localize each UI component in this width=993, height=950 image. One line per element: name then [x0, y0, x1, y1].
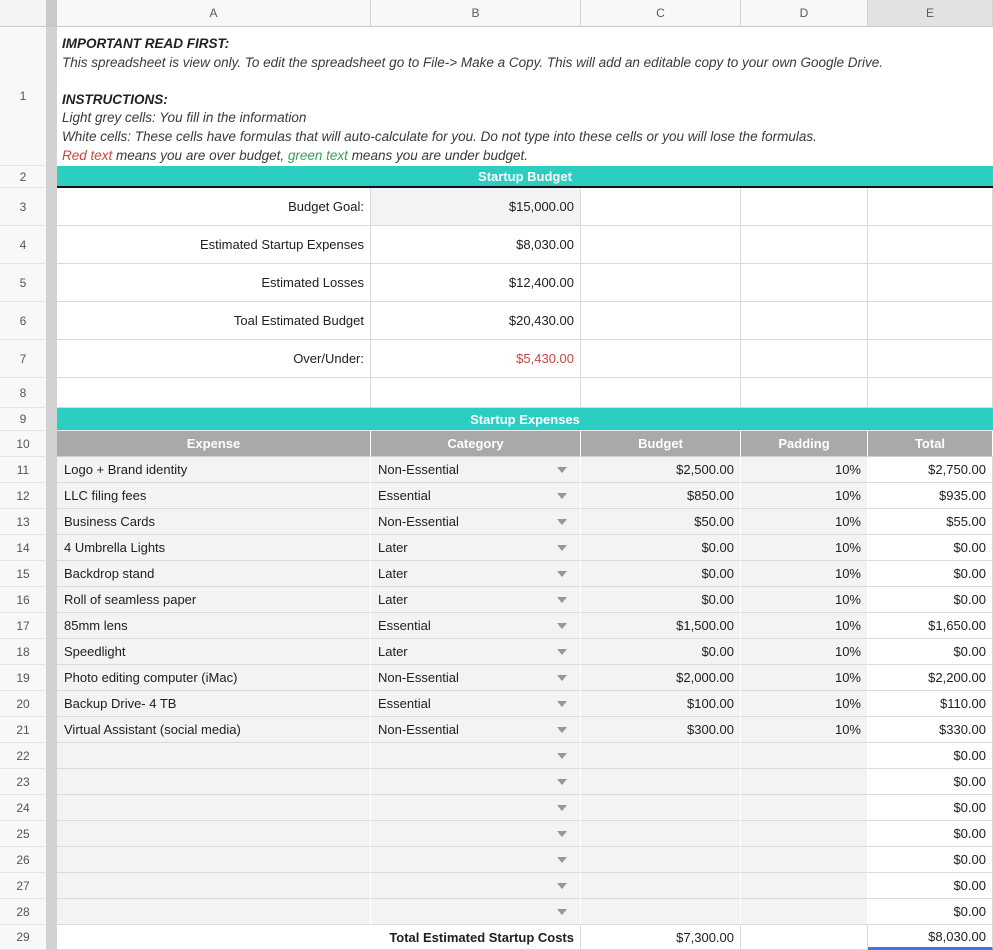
cell-b5-losses-value[interactable]: $12,400.00 [371, 264, 581, 302]
dropdown-arrow-icon[interactable] [557, 883, 567, 889]
dropdown-arrow-icon[interactable] [557, 493, 567, 499]
cell-d11-padding[interactable]: 10% [741, 457, 868, 483]
cell-b21-category[interactable] [371, 717, 581, 743]
row-header-4[interactable]: 4 [0, 226, 46, 264]
cell-e13-total[interactable]: $55.00 [868, 509, 993, 535]
cell-e26-total[interactable]: $0.00 [868, 847, 993, 873]
cell-c6[interactable] [581, 302, 741, 340]
cell-c21-budget[interactable]: $300.00 [581, 717, 741, 743]
column-header-c[interactable]: C [581, 0, 741, 27]
cell-d19-padding[interactable]: 10% [741, 665, 868, 691]
cell-a19-expense[interactable]: Photo editing computer (iMac) [57, 665, 371, 691]
cell-a4-expenses-label[interactable]: Estimated Startup Expenses [57, 226, 371, 264]
cell-d3[interactable] [741, 188, 868, 226]
budget-color-note [62, 147, 993, 166]
green-text-label: green text [287, 147, 348, 163]
cell-b17-category[interactable] [371, 613, 581, 639]
cell-d6[interactable] [741, 302, 868, 340]
dropdown-arrow-icon[interactable] [557, 805, 567, 811]
cell-b8[interactable] [371, 378, 581, 408]
cell-b26-category[interactable] [371, 847, 581, 873]
cell-a20-expense[interactable]: Backup Drive- 4 TB [57, 691, 371, 717]
cell-a23-expense[interactable] [57, 769, 371, 795]
cell-b16-category[interactable] [371, 587, 581, 613]
row-header-9[interactable]: 9 [0, 408, 46, 431]
cell-e18-total[interactable]: $0.00 [868, 639, 993, 665]
cell-b29-total-label[interactable]: Total Estimated Startup Costs [57, 925, 581, 950]
row-header-7[interactable]: 7 [0, 340, 46, 378]
cell-a27-expense[interactable] [57, 873, 371, 899]
cell-c26-budget[interactable] [581, 847, 741, 873]
dropdown-arrow-icon[interactable] [557, 467, 567, 473]
cell-c27-budget[interactable] [581, 873, 741, 899]
category-value: Non-Essential [378, 722, 459, 737]
cell-a14-expense[interactable]: 4 Umbrella Lights [57, 535, 371, 561]
select-all-corner[interactable] [0, 0, 46, 27]
cell-d24-padding[interactable] [741, 795, 868, 821]
cell-b7-over-under-value[interactable]: $5,430.00 [371, 340, 581, 378]
row-header-29[interactable]: 29 [0, 925, 46, 950]
cell-d4[interactable] [741, 226, 868, 264]
cell-c3[interactable] [581, 188, 741, 226]
dropdown-arrow-icon[interactable] [557, 545, 567, 551]
row-header-20[interactable]: 20 [0, 691, 46, 717]
cell-a7-over-under-label[interactable]: Over/Under: [57, 340, 371, 378]
row-header-10[interactable]: 10 [0, 431, 46, 457]
header-budget[interactable]: Budget [581, 431, 741, 457]
cell-c28-budget[interactable] [581, 899, 741, 925]
cell-d16-padding[interactable]: 10% [741, 587, 868, 613]
cell-a3-budget-goal-label[interactable]: Budget Goal: [57, 188, 371, 226]
cell-c19-budget[interactable]: $2,000.00 [581, 665, 741, 691]
cell-d17-padding[interactable]: 10% [741, 613, 868, 639]
row-header-5[interactable]: 5 [0, 264, 46, 302]
startup-expenses-banner[interactable]: Startup Expenses [57, 408, 993, 431]
cell-e23-total[interactable]: $0.00 [868, 769, 993, 795]
cell-b25-category[interactable] [371, 821, 581, 847]
category-value: Later [378, 540, 408, 555]
category-value: Essential [378, 488, 431, 503]
cell-d8[interactable] [741, 378, 868, 408]
cell-e12-total[interactable]: $935.00 [868, 483, 993, 509]
cell-a13-expense[interactable]: Business Cards [57, 509, 371, 535]
cell-d25-padding[interactable] [741, 821, 868, 847]
dropdown-arrow-icon[interactable] [557, 623, 567, 629]
cell-d23-padding[interactable] [741, 769, 868, 795]
cell-a26-expense[interactable] [57, 847, 371, 873]
important-heading: IMPORTANT READ FIRST: [62, 36, 230, 51]
dropdown-arrow-icon[interactable] [557, 597, 567, 603]
row-header-gutter [0, 27, 46, 950]
cell-c7[interactable] [581, 340, 741, 378]
cell-a8[interactable] [57, 378, 371, 408]
cell-a24-expense[interactable] [57, 795, 371, 821]
cell-b4-expenses-value[interactable]: $8,030.00 [371, 226, 581, 264]
cell-b13-category[interactable] [371, 509, 581, 535]
row-header-21[interactable]: 21 [0, 717, 46, 743]
cell-b27-category[interactable] [371, 873, 581, 899]
cell-c20-budget[interactable]: $100.00 [581, 691, 741, 717]
row-header-25[interactable]: 25 [0, 821, 46, 847]
cell-d28-padding[interactable] [741, 899, 868, 925]
cell-d14-padding[interactable]: 10% [741, 535, 868, 561]
cell-e16-total[interactable]: $0.00 [868, 587, 993, 613]
green-text-note: means you are under budget. [347, 147, 529, 163]
red-text-note: means you are over budget, [112, 147, 288, 163]
cell-d21-padding[interactable]: 10% [741, 717, 868, 743]
cell-e6[interactable] [868, 302, 993, 340]
instructions-heading: INSTRUCTIONS: [62, 91, 168, 107]
dropdown-arrow-icon[interactable] [557, 831, 567, 837]
row-header-3[interactable]: 3 [0, 188, 46, 226]
white-cells-note: White cells: These cells have formulas that will auto-calculate for you. Do not type into these cells or you will lose the formulas. [62, 128, 817, 144]
column-header-a[interactable]: A [57, 0, 371, 27]
dropdown-arrow-icon[interactable] [557, 701, 567, 707]
cell-e27-total[interactable]: $0.00 [868, 873, 993, 899]
row-header-28[interactable]: 28 [0, 899, 46, 925]
row-header-2[interactable]: 2 [0, 166, 46, 188]
row-header-13[interactable]: 13 [0, 509, 46, 535]
cell-b28-category[interactable] [371, 899, 581, 925]
cell-a25-expense[interactable] [57, 821, 371, 847]
column-header-b[interactable]: B [371, 0, 581, 27]
cell-a16-expense[interactable]: Roll of seamless paper [57, 587, 371, 613]
cell-d12-padding[interactable]: 10% [741, 483, 868, 509]
cell-e15-total[interactable]: $0.00 [868, 561, 993, 587]
cell-b11-category[interactable] [371, 457, 581, 483]
header-total[interactable]: Total [868, 431, 993, 457]
cell-e24-total[interactable]: $0.00 [868, 795, 993, 821]
cell-d22-padding[interactable] [741, 743, 868, 769]
column-header-row [0, 0, 993, 27]
cell-e20-total[interactable]: $110.00 [868, 691, 993, 717]
cell-c4[interactable] [581, 226, 741, 264]
cell-a12-expense[interactable]: LLC filing fees [57, 483, 371, 509]
cell-b18-category[interactable] [371, 639, 581, 665]
cell-e5[interactable] [868, 264, 993, 302]
category-value: Non-Essential [378, 670, 459, 685]
row-header-12[interactable]: 12 [0, 483, 46, 509]
row-header-19[interactable]: 19 [0, 665, 46, 691]
dropdown-arrow-icon[interactable] [557, 649, 567, 655]
cell-b3-budget-goal-value[interactable]: $15,000.00 [371, 188, 581, 226]
cell-a22-expense[interactable] [57, 743, 371, 769]
grey-cells-note: Light grey cells: You fill in the information [62, 110, 307, 126]
cell-c15-budget[interactable]: $0.00 [581, 561, 741, 587]
cell-c17-budget[interactable]: $1,500.00 [581, 613, 741, 639]
cell-a1-instructions[interactable] [57, 27, 993, 166]
category-value: Essential [378, 696, 431, 711]
cell-d13-padding[interactable]: 10% [741, 509, 868, 535]
row-header-11[interactable]: 11 [0, 457, 46, 483]
row-header-23[interactable]: 23 [0, 769, 46, 795]
cell-c13-budget[interactable]: $50.00 [581, 509, 741, 535]
dropdown-arrow-icon[interactable] [557, 727, 567, 733]
dropdown-arrow-icon[interactable] [557, 571, 567, 577]
cell-e21-total[interactable]: $330.00 [868, 717, 993, 743]
dropdown-arrow-icon[interactable] [557, 753, 567, 759]
row-header-26[interactable]: 26 [0, 847, 46, 873]
header-expense[interactable]: Expense [57, 431, 371, 457]
cell-c29-total-budget[interactable]: $7,300.00 [581, 925, 741, 950]
cell-c24-budget[interactable] [581, 795, 741, 821]
cell-a28-expense[interactable] [57, 899, 371, 925]
category-value: Non-Essential [378, 514, 459, 529]
cell-d29[interactable] [741, 925, 868, 950]
cell-a17-expense[interactable]: 85mm lens [57, 613, 371, 639]
cell-d26-padding[interactable] [741, 847, 868, 873]
category-value: Later [378, 566, 408, 581]
cell-c23-budget[interactable] [581, 769, 741, 795]
cell-c12-budget[interactable]: $850.00 [581, 483, 741, 509]
row-header-18[interactable]: 18 [0, 639, 46, 665]
cell-a5-losses-label[interactable]: Estimated Losses [57, 264, 371, 302]
row-header-17[interactable]: 17 [0, 613, 46, 639]
row-header-22[interactable]: 22 [0, 743, 46, 769]
dropdown-arrow-icon[interactable] [557, 519, 567, 525]
cell-b14-category[interactable] [371, 535, 581, 561]
row-header-1[interactable]: 1 [0, 27, 46, 166]
cell-e4[interactable] [868, 226, 993, 264]
cell-d5[interactable] [741, 264, 868, 302]
dropdown-arrow-icon[interactable] [557, 857, 567, 863]
cell-b6-total-budget-value[interactable]: $20,430.00 [371, 302, 581, 340]
row-header-8[interactable]: 8 [0, 378, 46, 408]
cell-e22-total[interactable]: $0.00 [868, 743, 993, 769]
cell-a15-expense[interactable]: Backdrop stand [57, 561, 371, 587]
cell-e29-grand-total-selected[interactable]: $8,030.00 [868, 925, 993, 950]
cell-c5[interactable] [581, 264, 741, 302]
category-value: Essential [378, 618, 431, 633]
red-text-label: Red text [62, 147, 113, 163]
cell-b24-category[interactable] [371, 795, 581, 821]
dropdown-arrow-icon[interactable] [557, 675, 567, 681]
cell-d27-padding[interactable] [741, 873, 868, 899]
row-header-15[interactable]: 15 [0, 561, 46, 587]
header-gutter-divider [46, 0, 57, 27]
cell-c16-budget[interactable]: $0.00 [581, 587, 741, 613]
cell-e14-total[interactable]: $0.00 [868, 535, 993, 561]
cell-c18-budget[interactable]: $0.00 [581, 639, 741, 665]
cell-a11-expense[interactable]: Logo + Brand identity [57, 457, 371, 483]
blank-line [62, 72, 993, 91]
row-header-24[interactable]: 24 [0, 795, 46, 821]
dropdown-arrow-icon[interactable] [557, 779, 567, 785]
cell-b15-category[interactable] [371, 561, 581, 587]
gutter-divider [46, 27, 57, 950]
cell-c11-budget[interactable]: $2,500.00 [581, 457, 741, 483]
column-header-d[interactable]: D [741, 0, 868, 27]
cell-b20-category[interactable] [371, 691, 581, 717]
view-only-note: This spreadsheet is view only. To edit the spreadsheet go to File-> Make a Copy. This will add an editable copy to your own Google Drive. [62, 54, 884, 70]
category-value: Non-Essential [378, 462, 459, 477]
cell-e8[interactable] [868, 378, 993, 408]
cell-c8[interactable] [581, 378, 741, 408]
row-header-14[interactable]: 14 [0, 535, 46, 561]
cell-e25-total[interactable]: $0.00 [868, 821, 993, 847]
cell-b12-category[interactable] [371, 483, 581, 509]
cell-e28-total[interactable]: $0.00 [868, 899, 993, 925]
cell-c14-budget[interactable]: $0.00 [581, 535, 741, 561]
cell-c22-budget[interactable] [581, 743, 741, 769]
column-header-e-selected[interactable]: E [868, 0, 993, 27]
category-value: Later [378, 644, 408, 659]
header-padding[interactable]: Padding [741, 431, 868, 457]
cell-e3[interactable] [868, 188, 993, 226]
cell-b23-category[interactable] [371, 769, 581, 795]
dropdown-arrow-icon[interactable] [557, 909, 567, 915]
cell-d18-padding[interactable]: 10% [741, 639, 868, 665]
row-header-16[interactable]: 16 [0, 587, 46, 613]
row-header-6[interactable]: 6 [0, 302, 46, 340]
cell-e7[interactable] [868, 340, 993, 378]
cell-b19-category[interactable] [371, 665, 581, 691]
cell-a18-expense[interactable]: Speedlight [57, 639, 371, 665]
cell-e19-total[interactable]: $2,200.00 [868, 665, 993, 691]
cell-b22-category[interactable] [371, 743, 581, 769]
header-category[interactable]: Category [371, 431, 581, 457]
row-header-27[interactable]: 27 [0, 873, 46, 899]
cell-d15-padding[interactable]: 10% [741, 561, 868, 587]
startup-budget-banner[interactable]: Startup Budget [57, 166, 993, 188]
cell-a6-total-budget-label[interactable]: Toal Estimated Budget [57, 302, 371, 340]
cell-e11-total[interactable]: $2,750.00 [868, 457, 993, 483]
cell-c25-budget[interactable] [581, 821, 741, 847]
cell-d20-padding[interactable]: 10% [741, 691, 868, 717]
cell-d7[interactable] [741, 340, 868, 378]
cell-e17-total[interactable]: $1,650.00 [868, 613, 993, 639]
cell-a21-expense[interactable]: Virtual Assistant (social media) [57, 717, 371, 743]
category-value: Later [378, 592, 408, 607]
